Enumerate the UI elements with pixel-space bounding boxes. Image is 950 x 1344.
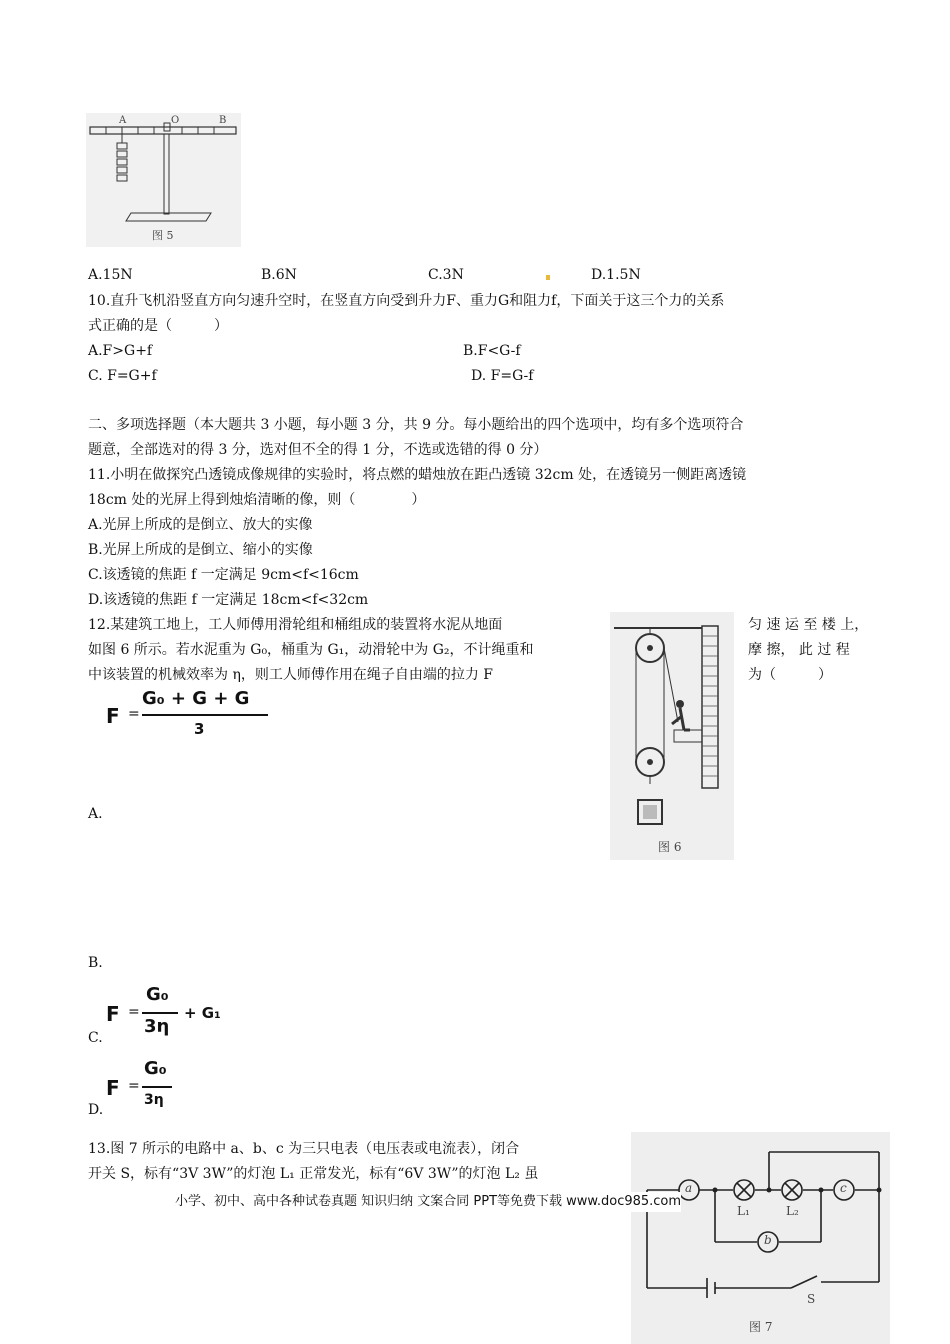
circuit-diagram: [631, 1132, 890, 1344]
figure-5: [86, 113, 241, 247]
formula-a-bar: [142, 714, 268, 716]
q9-option-c: C.3N: [428, 267, 464, 283]
figure-6-caption: 图 6: [658, 840, 682, 854]
q11-stem-line2: 18cm 处的光屏上得到烛焰清晰的像，则（ ）: [88, 492, 426, 508]
q12-right-line2: 摩 擦， 此 过 程: [748, 642, 850, 658]
formula-a: [106, 688, 276, 744]
section2-line2: 题意，全部选对的得 3 分，选对但不全的得 1 分，不选或选错的得 0 分）: [88, 442, 548, 458]
q10-option-a: A.F>G+f: [88, 343, 153, 359]
formula-d-denominator: 3η: [144, 1092, 164, 1108]
q12-option-a-label: A.: [88, 806, 103, 822]
section2-line1: 二、多项选择题（本大题共 3 小题，每小题 3 分，共 9 分。每小题给出的四个选项中，均有多个选项符合: [88, 417, 744, 433]
figure-5-label-b: B: [219, 115, 227, 126]
q11-option-a: A.光屏上所成的是倒立、放大的实像: [88, 517, 313, 533]
lamp-l1-label: L₁: [737, 1204, 750, 1218]
formula-c: [106, 984, 236, 1042]
q13-stem-line1: 13.图 7 所示的电路中 a、b、c 为三只电表（电压表或电流表），闭合: [88, 1141, 520, 1157]
q11-option-d: D.该透镜的焦距 f 一定满足 18cm<f<32cm: [88, 592, 369, 608]
figure-5-label-a: A: [119, 115, 127, 126]
q9-option-d: D.1.5N: [591, 267, 641, 283]
figure-5-label-o: O: [171, 115, 180, 126]
meter-a-label: a: [685, 1181, 693, 1195]
q12-left-line3: 中该装置的机械效率为 η，则工人师傅作用在绳子自由端的拉力 F: [88, 667, 494, 683]
watermark-footer: 小学、初中、高中各种试卷真题 知识归纳 文案合同 PPT等免费下载 www.doc985.com: [175, 1192, 681, 1212]
q10-option-b: B.F<G-f: [463, 343, 521, 359]
formula-d-bar: [142, 1086, 172, 1088]
q10-option-d: D. F=G-f: [471, 368, 534, 384]
formula-a-lhs: F: [106, 704, 120, 728]
lamp-l2-label: L₂: [786, 1204, 799, 1218]
q10-option-c: C. F=G+f: [88, 368, 157, 384]
meter-b-label: b: [764, 1233, 772, 1247]
figure-6: [610, 612, 734, 860]
formula-d-eq: =: [128, 1078, 140, 1094]
q10-stem-line2: 式正确的是（ ）: [88, 318, 228, 334]
formula-c-numerator: G₀: [146, 984, 169, 1005]
q12-option-c-label: C.: [88, 1030, 103, 1046]
formula-a-eq: =: [128, 706, 140, 722]
formula-c-lhs: F: [106, 1002, 120, 1026]
formula-c-denominator: 3η: [144, 1016, 170, 1037]
q11-option-c: C.该透镜的焦距 f 一定满足 9cm<f<16cm: [88, 567, 359, 583]
q11-option-b: B.光屏上所成的是倒立、缩小的实像: [88, 542, 313, 558]
q12-left-line2: 如图 6 所示。若水泥重为 G₀，桶重为 G₁，动滑轮中为 G₂，不计绳重和: [88, 642, 534, 658]
q12-right-line1: 匀 速 运 至 楼 上，: [748, 617, 869, 633]
figure-7: [631, 1132, 890, 1344]
formula-a-numerator: G₀ + G + G: [142, 688, 250, 709]
stray-dot: [546, 275, 550, 280]
formula-a-denominator: 3: [194, 720, 205, 738]
q13-stem-line2: 开关 S，标有“3V 3W”的灯泡 L₁ 正常发光，标有“6V 3W”的灯泡 L₂ 虽: [88, 1166, 539, 1182]
q12-option-b-label: B.: [88, 955, 103, 971]
q12-option-d-label: D.: [88, 1102, 104, 1118]
figure-5-caption: 图 5: [152, 229, 174, 242]
formula-d-lhs: F: [106, 1076, 120, 1100]
q11-stem-line1: 11.小明在做探究凸透镜成像规律的实验时，将点燃的蜡烛放在距凸透镜 32cm 处，在透镜另一侧距离透镜: [88, 467, 747, 483]
figure-7-caption: 图 7: [749, 1320, 773, 1334]
q12-right-line3: 为（ ）: [748, 667, 832, 683]
q10-stem-line1: 10.直升飞机沿竖直方向匀速升空时，在竖直方向受到升力F、重力G和阻力f，下面关于这三个力的关系: [88, 293, 725, 309]
switch-s-label: S: [807, 1292, 816, 1306]
formula-c-tail: + G₁: [184, 1004, 221, 1022]
formula-c-eq: =: [128, 1004, 140, 1020]
formula-c-bar: [142, 1012, 178, 1014]
q9-option-a: A.15N: [88, 267, 133, 283]
meter-c-label: c: [840, 1181, 847, 1195]
q9-option-b: B.6N: [261, 267, 297, 283]
formula-d-numerator: G₀: [144, 1058, 167, 1079]
formula-d: [106, 1058, 186, 1116]
pulley-diagram: [610, 612, 734, 860]
q12-left-line1: 12.某建筑工地上，工人师傅用滑轮组和桶组成的装置将水泥从地面: [88, 617, 503, 633]
